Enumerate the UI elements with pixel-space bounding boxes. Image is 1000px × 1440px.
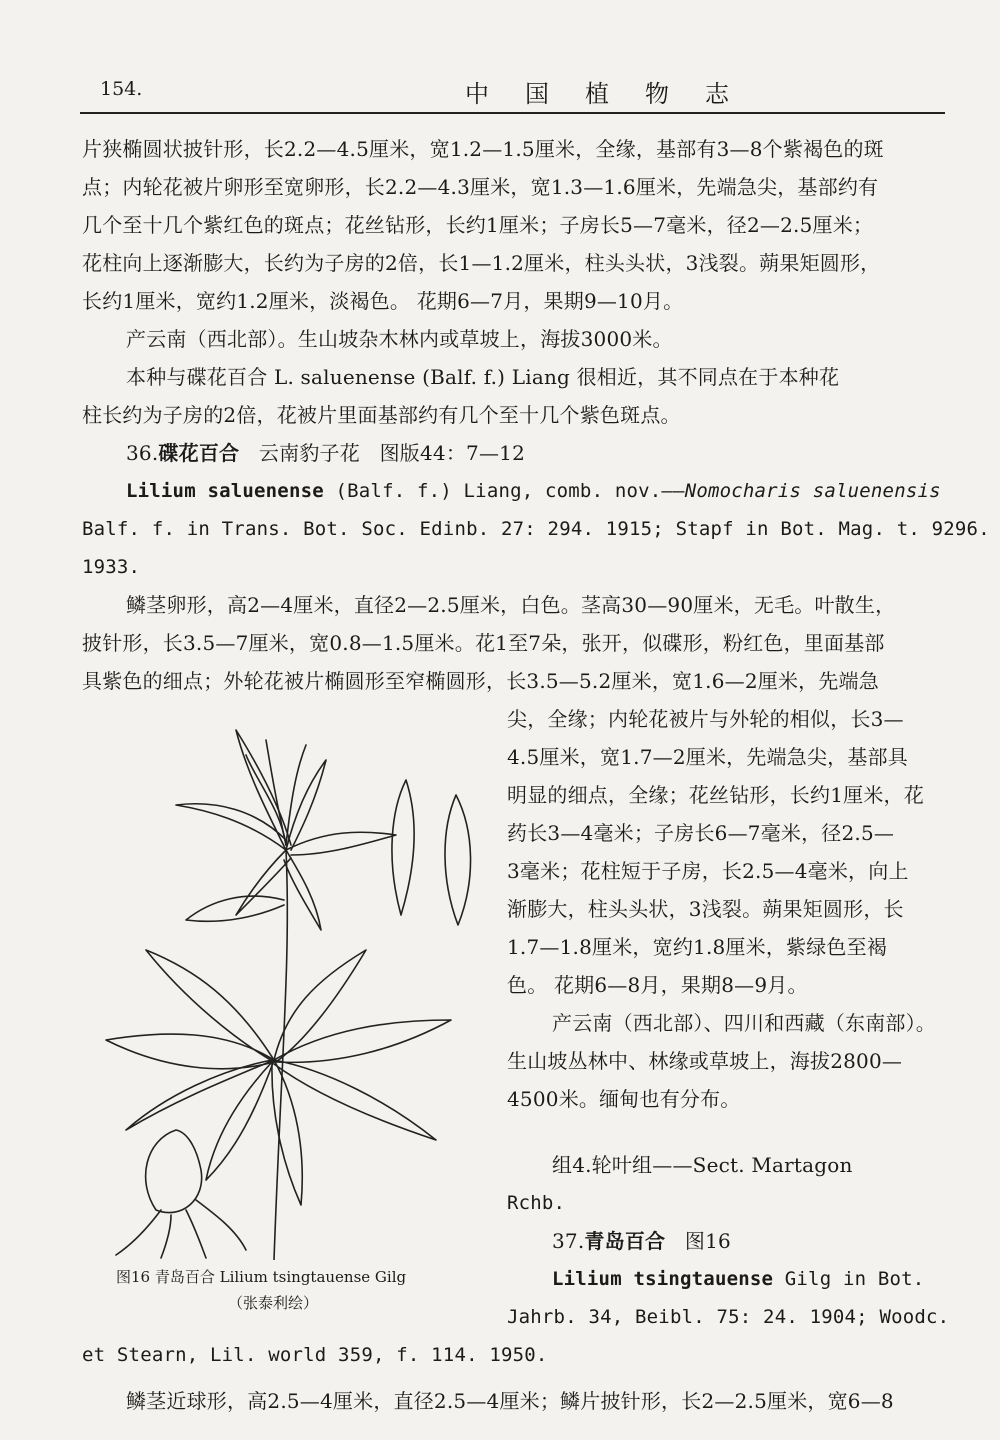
text-line: 披针形，长3.5—7厘米，宽0.8—1.5厘米。花1至7朵，张开，似碟形，粉红色，里面基部 xyxy=(82,631,885,655)
text-line: 生山坡丛林中、林缘或草坡上，海拔2800— xyxy=(507,1049,903,1073)
text-line: 色。 花期6—8月，果期8—9月。 xyxy=(507,973,808,997)
root xyxy=(186,1210,206,1258)
text-line: 几个至十几个紫红色的斑点；花丝钻形，长约1厘米；子房长5—7毫米，径2—2.5厘米； xyxy=(82,213,874,237)
synonym-line xyxy=(126,474,941,508)
header-rule xyxy=(80,112,945,114)
synonym-line xyxy=(552,1262,924,1296)
species-heading-36 xyxy=(126,436,525,470)
plate-reference: 图版44：7—12 xyxy=(379,441,526,465)
citation-line: Jahrb. 34, Beibl. 75: 24. 1904; Woodc. xyxy=(507,1306,950,1328)
petal xyxy=(286,832,396,855)
species-number: 37. xyxy=(552,1229,585,1253)
section-heading: 组4.轮叶组——Sect. Martagon xyxy=(552,1153,853,1177)
leaf xyxy=(274,950,366,1062)
botanical-illustration xyxy=(86,700,496,1260)
petal xyxy=(284,850,321,930)
text-line: 药长3—4毫米；子房长6—7毫米，径2.5— xyxy=(507,821,895,845)
comparison-text: 本种与碟花百合 L. saluenense (Balf. f.) Liang 很相近，其不同点在于本种花 xyxy=(126,365,840,389)
leaf xyxy=(186,896,284,921)
figure-credit: （张泰利绘） xyxy=(228,1294,319,1312)
leaf xyxy=(146,950,274,1062)
citation: Gilg in Bot. xyxy=(784,1268,925,1290)
figure-caption: 图16 青岛百合 Lilium tsingtauense Gilg xyxy=(116,1268,407,1286)
root xyxy=(116,1210,161,1255)
citation-line: et Stearn, Lil. world 359, f. 114. 1950. xyxy=(82,1344,548,1366)
text-line: 渐膨大，柱头头状，3浅裂。蒴果矩圆形，长 xyxy=(507,897,904,921)
petal-detail xyxy=(445,795,471,925)
author: (Balf. f.) Liang, comb. nov.—— xyxy=(335,480,685,502)
bulb xyxy=(146,1130,202,1213)
text-line: 鳞茎卵形，高2—4厘米，直径2—2.5厘米，白色。茎高30—90厘米，无毛。叶散生， xyxy=(126,593,896,617)
citation-line: 1933. xyxy=(82,556,141,578)
leaf xyxy=(106,1034,274,1069)
text-line: 明显的细点，全缘；花丝钻形，长约1厘米，花 xyxy=(507,783,924,807)
comparison-text: 柱长约为子房的2倍，花被片里面基部约有几个至十几个紫色斑点。 xyxy=(82,403,681,427)
section-heading: Rchb. xyxy=(507,1192,566,1214)
species-number: 36. xyxy=(126,441,159,465)
text-line: 尖，全缘；内轮花被片与外轮的相似，长3— xyxy=(507,707,904,731)
text-line: 鳞茎近球形，高2.5—4厘米，直径2.5—4厘米；鳞片披针形，长2—2.5厘米，宽6—8 xyxy=(126,1389,894,1413)
species-alt-name: 云南豹子花 xyxy=(258,441,360,465)
text-line: 具紫色的细点；外轮花被片椭圆形至窄椭圆形，长3.5—5.2厘米，宽1.6—2厘米，先端急 xyxy=(82,669,879,693)
leaf xyxy=(206,1060,274,1180)
root xyxy=(161,1215,171,1258)
latin-name: Lilium saluenense xyxy=(126,480,324,502)
page-number: 154. xyxy=(100,78,143,100)
text-line: 花柱向上逐渐膨大，长约为子房的2倍，长1—1.2厘米，柱头头状，3浅裂。蒴果矩圆形， xyxy=(82,251,881,275)
basionym: Nomocharis saluenensis xyxy=(684,480,941,502)
stamen xyxy=(246,755,286,845)
text-line: 片狭椭圆状披针形，长2.2—4.5厘米，宽1.2—1.5厘米，全缘，基部有3—8个紫褐色的斑 xyxy=(82,137,884,161)
species-name: 碟花百合 xyxy=(158,441,240,465)
stamen xyxy=(286,745,306,845)
species-heading-37 xyxy=(552,1224,731,1258)
text-line: 长约1厘米，宽约1.2厘米，淡褐色。 花期6—7月，果期9—10月。 xyxy=(82,289,684,313)
citation-line: Balf. f. in Trans. Bot. Soc. Edinb. 27: 294. 1915; Stapf in Bot. Mag. t. 9296. xyxy=(82,518,990,540)
petal-detail xyxy=(392,780,414,915)
text-line: 4500米。缅甸也有分布。 xyxy=(507,1087,741,1111)
root xyxy=(196,1200,246,1250)
text-line: 1.7—1.8厘米，宽约1.8厘米，紫绿色至褐 xyxy=(507,935,888,959)
distribution-text: 产云南（西北部）。生山坡杂木林内或草坡上，海拔3000米。 xyxy=(126,327,673,351)
text-line: 3毫米；花柱短于子房，长2.5—4毫米，向上 xyxy=(507,859,909,883)
leaf xyxy=(126,1060,274,1130)
latin-name: Lilium tsingtauense xyxy=(552,1268,774,1290)
running-header xyxy=(80,74,945,108)
text-line: 点；内轮花被片卵形至宽卵形，长2.2—4.3厘米，宽1.3—1.6厘米，先端急尖，基部约有 xyxy=(82,175,879,199)
species-name: 青岛百合 xyxy=(584,1229,666,1253)
petal xyxy=(176,804,286,850)
text-line: 产云南（西北部）、四川和西藏（东南部）。 xyxy=(552,1011,936,1035)
plate-reference: 图16 xyxy=(684,1229,731,1253)
book-title: 中国植物志 xyxy=(465,80,765,108)
text-line: 4.5厘米，宽1.7—2厘米，先端急尖，基部具 xyxy=(507,745,908,769)
